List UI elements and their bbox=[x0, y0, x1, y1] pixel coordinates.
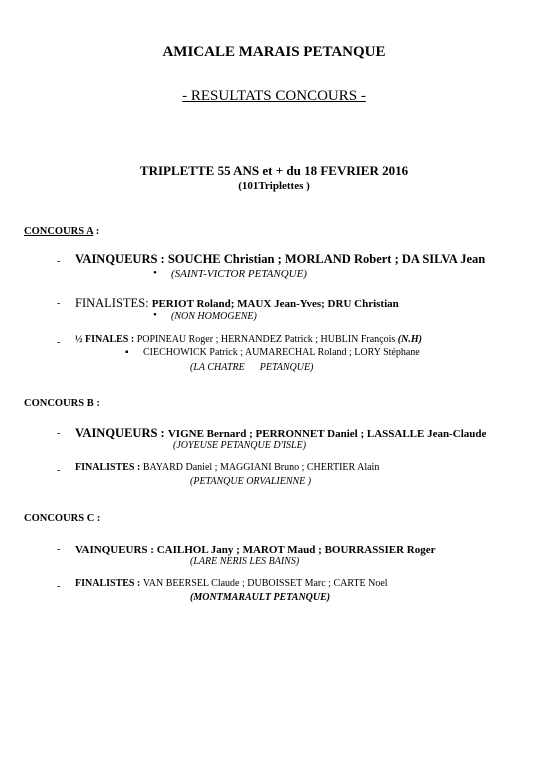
finalists-names: PERIOT Roland; MAUX Jean-Yves; DRU Christian bbox=[151, 298, 399, 310]
list-dash: - bbox=[57, 337, 61, 348]
semis-label: ½ FINALES : bbox=[75, 334, 137, 345]
bullet-icon: • bbox=[153, 267, 157, 279]
semis-club-1: (N.H) bbox=[397, 334, 422, 345]
concours-a-semis-club-2: (LA CHATRE PETANQUE) bbox=[190, 362, 314, 373]
concours-c-winners-club: (LARE NERIS LES BAINS) bbox=[190, 556, 300, 567]
finalists-names: VAN BEERSEL Claude ; DUBOISSET Marc ; CARTE Noel bbox=[142, 578, 388, 589]
finalists-names: BAYARD Daniel ; MAGGIANI Bruno ; CHERTIER Alain bbox=[142, 462, 380, 473]
winners-label: VAINQUEURS : bbox=[75, 544, 157, 556]
concours-a-semis-line2: CIECHOWICK Patrick ; AUMARECHAL Roland ; LORY Stéphane bbox=[143, 347, 420, 358]
winners-label: VAINQUEURS : bbox=[75, 426, 168, 440]
concours-a-winners-club: (SAINT-VICTOR PETANQUE) bbox=[171, 268, 307, 280]
concours-b-finalists bbox=[75, 462, 379, 473]
concours-c-heading: CONCOURS C : bbox=[24, 513, 101, 524]
concours-a-winners bbox=[75, 252, 485, 267]
event-title: TRIPLETTE 55 ANS et + du 18 FEVRIER 2016 bbox=[139, 163, 409, 178]
concours-c-finalists-club: (MONTMARAULT PETANQUE) bbox=[190, 592, 331, 603]
finalists-label: FINALISTES: bbox=[75, 296, 152, 310]
concours-b-finalists-club: (PETANQUE ORVALIENNE ) bbox=[190, 476, 312, 487]
bullet-icon: • bbox=[153, 309, 157, 321]
semis-names-1: POPINEAU Roger ; HERNANDEZ Patrick ; HUBLIN François bbox=[136, 334, 398, 345]
document-subtitle: - RESULTATS CONCOURS - bbox=[182, 88, 366, 104]
winners-names: SOUCHE Christian ; MORLAND Robert ; DA SILVA Jean bbox=[167, 252, 486, 266]
team-count: (101Triplettes ) bbox=[238, 180, 310, 192]
concours-a-heading-suffix: : bbox=[93, 226, 100, 237]
concours-a-heading bbox=[24, 226, 99, 237]
winners-names: VIGNE Bernard ; PERRONNET Daniel ; LASSALLE Jean-Claude bbox=[167, 428, 487, 440]
concours-a-semis-line1 bbox=[75, 334, 422, 345]
finalists-label: FINALISTES : bbox=[75, 462, 143, 473]
list-dash: - bbox=[57, 256, 61, 267]
document-title: AMICALE MARAIS PETANQUE bbox=[162, 44, 386, 60]
list-dash: - bbox=[57, 544, 61, 555]
winners-names: CAILHOL Jany ; MAROT Maud ; BOURRASSIER Roger bbox=[156, 544, 436, 556]
list-dash: - bbox=[57, 298, 61, 309]
concours-b-heading: CONCOURS B : bbox=[24, 398, 100, 409]
list-dash: - bbox=[57, 465, 61, 476]
concours-a-heading-text: CONCOURS A bbox=[24, 226, 94, 237]
concours-b-winners-club: (JOYEUSE PETANQUE D'ISLE) bbox=[173, 440, 307, 451]
list-dash: - bbox=[57, 428, 61, 439]
list-dash: - bbox=[57, 581, 61, 592]
concours-a-finalists-club: (NON HOMOGENE) bbox=[171, 311, 257, 322]
concours-c-finalists bbox=[75, 578, 388, 589]
concours-a-finalists bbox=[75, 294, 399, 312]
winners-label: VAINQUEURS : bbox=[75, 252, 168, 266]
finalists-label: FINALISTES : bbox=[75, 578, 143, 589]
square-bullet-icon: ▪ bbox=[125, 347, 129, 358]
